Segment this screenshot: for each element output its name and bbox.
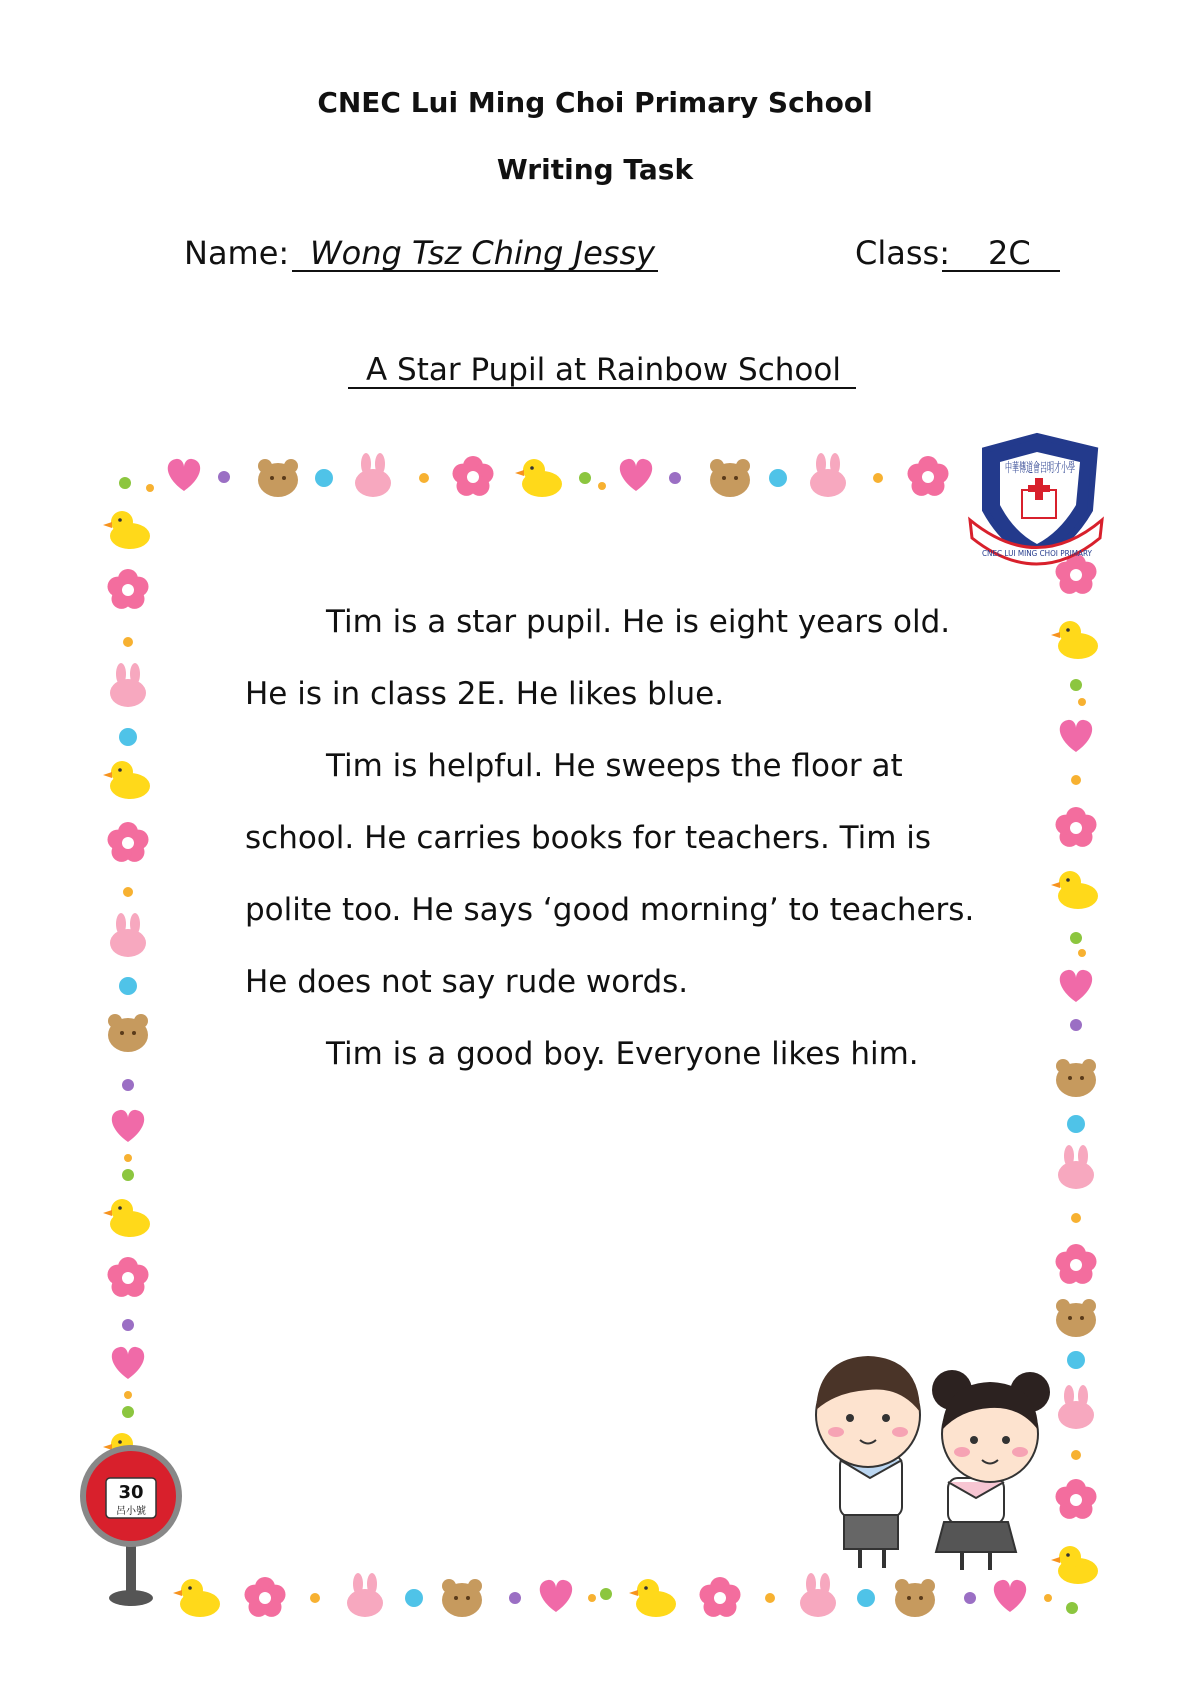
girl-figure bbox=[932, 1370, 1050, 1570]
bus-sign-text: 呂小號 bbox=[116, 1506, 146, 1517]
logo-chinese-text: 中華傳道會呂明才小學 bbox=[1005, 461, 1136, 476]
essay-title: A Star Pupil at Rainbow School bbox=[366, 352, 841, 388]
children-illustration bbox=[816, 1356, 1050, 1570]
essay-line: He is in class 2E. He likes blue. bbox=[245, 676, 725, 712]
school-name: CNEC Lui Ming Choi Primary School bbox=[317, 86, 873, 119]
class-label: Class: bbox=[855, 234, 950, 272]
essay-line: Tim is a star pupil. He is eight years old. bbox=[326, 604, 951, 640]
essay-line: school. He carries books for teachers. Tim is bbox=[245, 820, 932, 856]
class-value: 2C bbox=[988, 234, 1031, 272]
boy-figure bbox=[816, 1356, 920, 1568]
task-title: Writing Task bbox=[496, 153, 694, 186]
bus-stop-sign bbox=[83, 1448, 179, 1606]
essay-line: He does not say rude words. bbox=[245, 964, 689, 1000]
route-number: 30 bbox=[118, 1482, 144, 1503]
school-logo bbox=[970, 436, 1136, 564]
essay-line: polite too. He says ‘good morning’ to teachers. bbox=[245, 892, 975, 928]
name-value: Wong Tsz Ching Jessy bbox=[310, 234, 656, 272]
name-label: Name: bbox=[184, 234, 290, 272]
essay-line: Tim is a good boy. Everyone likes him. bbox=[326, 1036, 919, 1072]
logo-motto-text: CNEC LUI MING CHOI PRIMARY bbox=[982, 549, 1093, 558]
essay-line: Tim is helpful. He sweeps the floor at bbox=[326, 748, 903, 784]
